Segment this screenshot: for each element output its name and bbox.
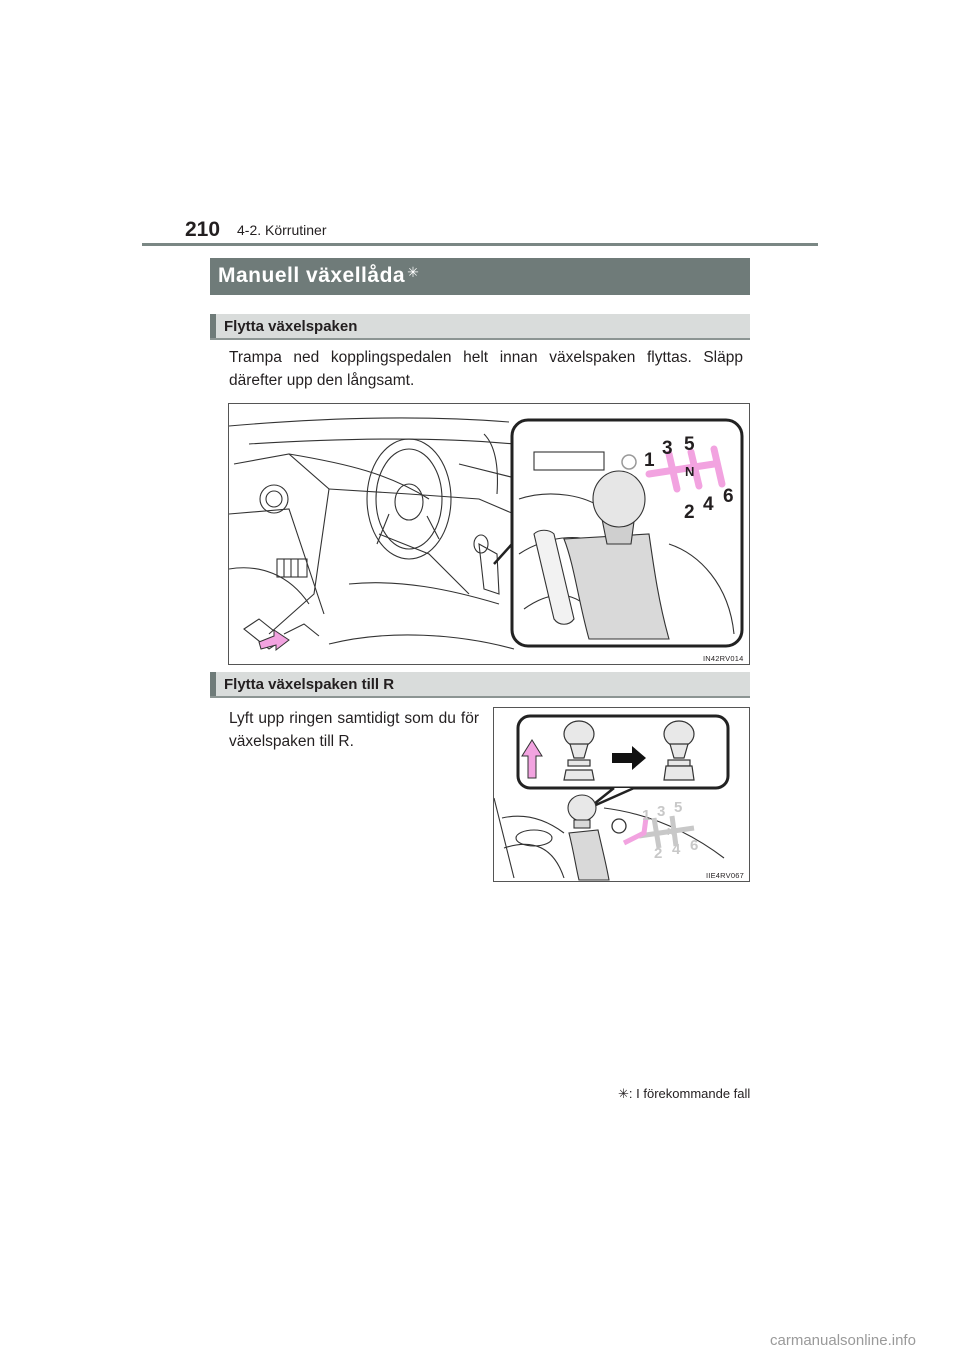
shift-instruction-text: Trampa ned kopplingspedalen helt innan växelspaken flyttas. Släpp därefter upp den långsamt.	[229, 349, 743, 389]
figure-code-2: IIE4RV067	[706, 871, 744, 880]
figure-code-1: IN42RV014	[703, 654, 744, 663]
reverse-ring-illustration	[493, 707, 750, 882]
gear-label-n: N	[685, 464, 695, 479]
gear-faded-2: 2	[654, 845, 663, 862]
gear-faded-1: 1	[642, 807, 651, 824]
gear-label-2: 2	[684, 502, 695, 523]
subsection-heading-reverse	[210, 672, 750, 698]
cabin-drawing	[229, 404, 750, 665]
gear-faded-5: 5	[674, 799, 683, 816]
gear-shift-illustration	[228, 403, 750, 665]
gear-label-3: 3	[662, 438, 673, 459]
subsection-heading-shift	[210, 314, 750, 340]
footnote	[618, 1086, 750, 1102]
section-title-marker: ✳	[407, 264, 420, 280]
header-rule	[142, 243, 818, 246]
page-number: 210	[185, 218, 221, 241]
subsection-heading-text: Flytta växelspaken till R	[224, 676, 395, 693]
reverse-drawing	[494, 708, 750, 882]
gear-label-4: 4	[703, 494, 714, 515]
watermark: carmanualsonline.info	[770, 1332, 916, 1349]
section-title-text: Manuell växellåda	[218, 264, 406, 287]
subhead-bar	[210, 314, 216, 338]
reverse-instruction-text: Lyft upp ringen samtidigt som du för växelspaken till R.	[229, 710, 479, 750]
subsection-heading-text: Flytta växelspaken	[224, 318, 358, 335]
gear-faded-6: 6	[690, 837, 699, 854]
section-title	[210, 258, 750, 295]
footnote-marker: ✳	[618, 1086, 629, 1101]
gear-label-6: 6	[723, 486, 734, 507]
gear-faded-3: 3	[657, 803, 666, 820]
gear-faded-n: N	[667, 827, 675, 838]
footnote-text: : I förekommande fall	[628, 1086, 751, 1101]
gear-label-1: 1	[644, 450, 655, 471]
gear-label-5: 5	[684, 434, 695, 455]
gear-faded-4: 4	[672, 841, 681, 858]
subhead-bar	[210, 672, 216, 696]
chapter-title: 4-2. Körrutiner	[237, 222, 327, 238]
